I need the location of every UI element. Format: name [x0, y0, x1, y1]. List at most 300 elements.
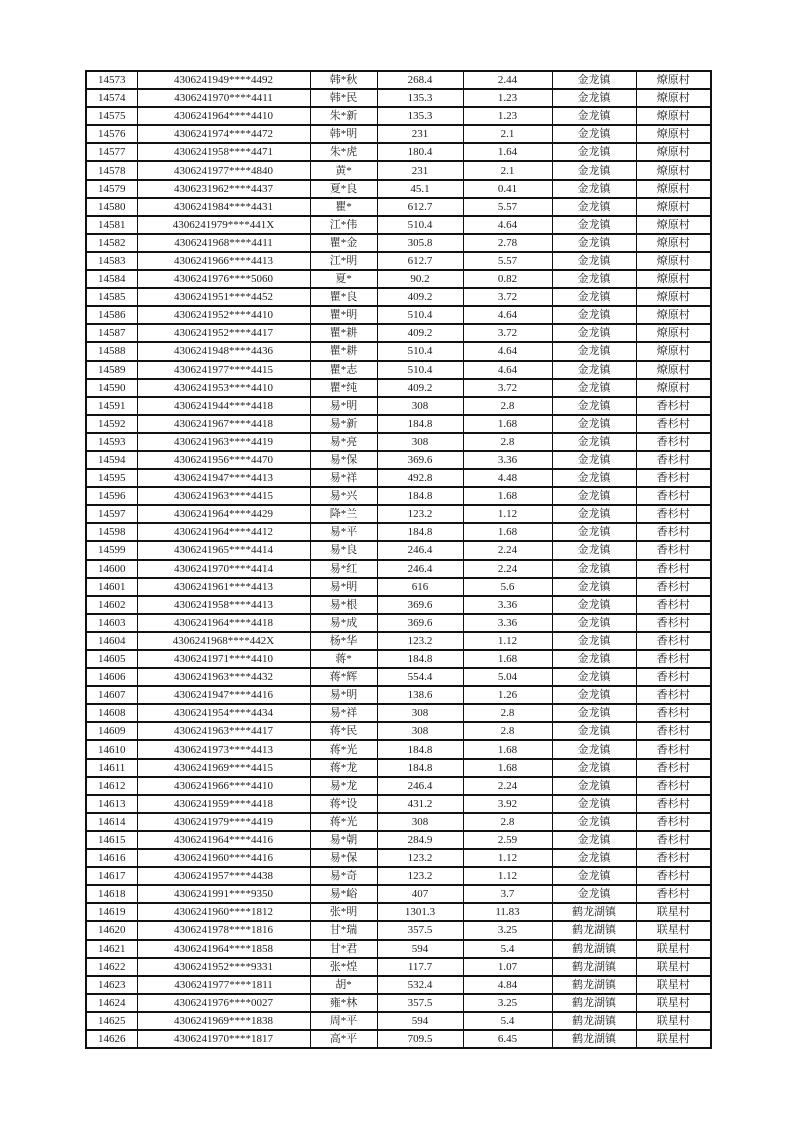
cell-village: 香杉村	[636, 867, 711, 885]
cell-serial-no: 14589	[86, 361, 137, 379]
cell-id-number: 4306241971****4410	[137, 650, 310, 668]
cell-name: 蒋*民	[310, 722, 377, 740]
cell-village: 香杉村	[636, 505, 711, 523]
cell-serial-no: 14581	[86, 216, 137, 234]
cell-id-number: 4306241977****4415	[137, 361, 310, 379]
cell-amount: 184.8	[377, 523, 463, 541]
table-row	[86, 361, 711, 379]
cell-serial-no: 14618	[86, 885, 137, 903]
cell-area: 1.64	[463, 143, 552, 161]
cell-serial-no: 14604	[86, 632, 137, 650]
cell-amount: 532.4	[377, 976, 463, 994]
table-row	[86, 867, 711, 885]
cell-area: 3.36	[463, 596, 552, 614]
cell-amount: 308	[377, 397, 463, 415]
cell-amount: 612.7	[377, 198, 463, 216]
cell-name: 瞿*耕	[310, 342, 377, 360]
cell-serial-no: 14587	[86, 324, 137, 342]
cell-amount: 135.3	[377, 107, 463, 125]
records-tbody	[86, 71, 711, 1048]
cell-town: 鹤龙湖镇	[552, 921, 636, 939]
table-row	[86, 342, 711, 360]
cell-serial-no: 14584	[86, 270, 137, 288]
cell-town: 金龙镇	[552, 397, 636, 415]
cell-id-number: 4306241963****4419	[137, 433, 310, 451]
cell-village: 香杉村	[636, 777, 711, 795]
cell-serial-no: 14596	[86, 487, 137, 505]
cell-serial-no: 14576	[86, 125, 137, 143]
cell-area: 2.8	[463, 722, 552, 740]
cell-amount: 510.4	[377, 342, 463, 360]
cell-name: 黄*	[310, 161, 377, 179]
cell-village: 燎原村	[636, 234, 711, 252]
cell-village: 燎原村	[636, 270, 711, 288]
cell-village: 燎原村	[636, 379, 711, 397]
cell-town: 金龙镇	[552, 415, 636, 433]
cell-area: 3.25	[463, 921, 552, 939]
cell-name: 蒋*	[310, 650, 377, 668]
cell-town: 金龙镇	[552, 288, 636, 306]
cell-area: 5.57	[463, 198, 552, 216]
cell-village: 香杉村	[636, 831, 711, 849]
cell-amount: 184.8	[377, 415, 463, 433]
cell-id-number: 4306241960****4416	[137, 849, 310, 867]
cell-id-number: 4306241970****4414	[137, 560, 310, 578]
cell-town: 金龙镇	[552, 125, 636, 143]
cell-name: 蒋*光	[310, 813, 377, 831]
cell-amount: 184.8	[377, 487, 463, 505]
cell-town: 金龙镇	[552, 704, 636, 722]
cell-name: 蒋*龙	[310, 759, 377, 777]
cell-serial-no: 14609	[86, 722, 137, 740]
cell-name: 易*兴	[310, 487, 377, 505]
cell-area: 2.59	[463, 831, 552, 849]
cell-village: 香杉村	[636, 469, 711, 487]
cell-area: 2.78	[463, 234, 552, 252]
table-row	[86, 541, 711, 559]
table-row	[86, 831, 711, 849]
table-row	[86, 397, 711, 415]
table-row	[86, 976, 711, 994]
cell-town: 金龙镇	[552, 451, 636, 469]
cell-area: 2.8	[463, 813, 552, 831]
cell-name: 易*根	[310, 596, 377, 614]
cell-area: 2.44	[463, 71, 552, 89]
cell-amount: 45.1	[377, 180, 463, 198]
cell-village: 香杉村	[636, 433, 711, 451]
cell-area: 2.8	[463, 433, 552, 451]
cell-name: 蒋*设	[310, 795, 377, 813]
cell-village: 香杉村	[636, 523, 711, 541]
cell-village: 燎原村	[636, 143, 711, 161]
records-table	[85, 70, 712, 1049]
cell-area: 3.36	[463, 614, 552, 632]
table-row	[86, 469, 711, 487]
cell-id-number: 4306241964****4429	[137, 505, 310, 523]
cell-town: 鹤龙湖镇	[552, 958, 636, 976]
cell-amount: 308	[377, 813, 463, 831]
cell-amount: 616	[377, 578, 463, 596]
cell-id-number: 4306241961****4413	[137, 578, 310, 596]
cell-serial-no: 14593	[86, 433, 137, 451]
cell-town: 金龙镇	[552, 469, 636, 487]
cell-town: 金龙镇	[552, 813, 636, 831]
cell-serial-no: 14613	[86, 795, 137, 813]
cell-id-number: 4306241959****4418	[137, 795, 310, 813]
cell-village: 香杉村	[636, 451, 711, 469]
cell-area: 1.68	[463, 523, 552, 541]
table-row	[86, 234, 711, 252]
cell-serial-no: 14619	[86, 903, 137, 921]
cell-village: 燎原村	[636, 342, 711, 360]
cell-town: 金龙镇	[552, 487, 636, 505]
cell-town: 金龙镇	[552, 614, 636, 632]
cell-amount: 184.8	[377, 650, 463, 668]
cell-amount: 284.9	[377, 831, 463, 849]
table-row	[86, 777, 711, 795]
cell-serial-no: 14611	[86, 759, 137, 777]
cell-village: 燎原村	[636, 216, 711, 234]
cell-id-number: 4306241947****4416	[137, 686, 310, 704]
cell-town: 金龙镇	[552, 722, 636, 740]
cell-id-number: 4306241964****4412	[137, 523, 310, 541]
cell-serial-no: 14585	[86, 288, 137, 306]
cell-area: 1.12	[463, 867, 552, 885]
cell-town: 金龙镇	[552, 885, 636, 903]
cell-village: 香杉村	[636, 397, 711, 415]
cell-town: 鹤龙湖镇	[552, 903, 636, 921]
cell-serial-no: 14617	[86, 867, 137, 885]
cell-name: 朱*虎	[310, 143, 377, 161]
cell-id-number: 4306241969****4415	[137, 759, 310, 777]
cell-town: 金龙镇	[552, 198, 636, 216]
cell-serial-no: 14577	[86, 143, 137, 161]
cell-village: 燎原村	[636, 324, 711, 342]
cell-id-number: 4306241970****4411	[137, 89, 310, 107]
cell-town: 金龙镇	[552, 523, 636, 541]
cell-name: 瞿*金	[310, 234, 377, 252]
cell-amount: 554.4	[377, 668, 463, 686]
cell-amount: 268.4	[377, 71, 463, 89]
cell-name: 张*明	[310, 903, 377, 921]
cell-amount: 231	[377, 125, 463, 143]
cell-name: 易*奇	[310, 867, 377, 885]
table-row	[86, 596, 711, 614]
cell-serial-no: 14591	[86, 397, 137, 415]
cell-town: 鹤龙湖镇	[552, 1012, 636, 1030]
cell-id-number: 4306241967****4418	[137, 415, 310, 433]
cell-id-number: 4306241991****9350	[137, 885, 310, 903]
cell-village: 香杉村	[636, 795, 711, 813]
cell-area: 5.04	[463, 668, 552, 686]
cell-serial-no: 14582	[86, 234, 137, 252]
cell-id-number: 4306241964****4410	[137, 107, 310, 125]
cell-name: 易*龙	[310, 777, 377, 795]
cell-id-number: 4306241965****4414	[137, 541, 310, 559]
cell-village: 燎原村	[636, 288, 711, 306]
cell-town: 金龙镇	[552, 867, 636, 885]
table-row	[86, 252, 711, 270]
cell-id-number: 4306241964****4418	[137, 614, 310, 632]
cell-serial-no: 14599	[86, 541, 137, 559]
table-row	[86, 270, 711, 288]
cell-town: 鹤龙湖镇	[552, 994, 636, 1012]
cell-village: 香杉村	[636, 849, 711, 867]
cell-town: 金龙镇	[552, 143, 636, 161]
cell-amount: 510.4	[377, 216, 463, 234]
table-row	[86, 324, 711, 342]
cell-area: 4.64	[463, 306, 552, 324]
cell-name: 高*平	[310, 1030, 377, 1048]
cell-serial-no: 14603	[86, 614, 137, 632]
cell-id-number: 4306241968****4411	[137, 234, 310, 252]
cell-area: 2.8	[463, 704, 552, 722]
cell-serial-no: 14594	[86, 451, 137, 469]
table-row	[86, 578, 711, 596]
cell-village: 香杉村	[636, 614, 711, 632]
cell-town: 金龙镇	[552, 686, 636, 704]
cell-serial-no: 14616	[86, 849, 137, 867]
cell-amount: 308	[377, 722, 463, 740]
table-row	[86, 722, 711, 740]
cell-area: 3.72	[463, 288, 552, 306]
cell-amount: 594	[377, 1012, 463, 1030]
cell-serial-no: 14610	[86, 740, 137, 758]
cell-amount: 246.4	[377, 777, 463, 795]
cell-name: 甘*君	[310, 940, 377, 958]
cell-name: 易*祥	[310, 469, 377, 487]
table-row	[86, 560, 711, 578]
cell-id-number: 4306241954****4434	[137, 704, 310, 722]
cell-amount: 117.7	[377, 958, 463, 976]
cell-serial-no: 14606	[86, 668, 137, 686]
cell-amount: 123.2	[377, 849, 463, 867]
cell-area: 1.07	[463, 958, 552, 976]
cell-village: 香杉村	[636, 632, 711, 650]
table-row	[86, 940, 711, 958]
table-row	[86, 143, 711, 161]
cell-id-number: 4306241977****4840	[137, 161, 310, 179]
cell-amount: 594	[377, 940, 463, 958]
cell-name: 甘*瑞	[310, 921, 377, 939]
cell-area: 0.41	[463, 180, 552, 198]
cell-serial-no: 14574	[86, 89, 137, 107]
table-row	[86, 885, 711, 903]
cell-town: 鹤龙湖镇	[552, 976, 636, 994]
cell-village: 香杉村	[636, 560, 711, 578]
cell-amount: 123.2	[377, 632, 463, 650]
cell-town: 金龙镇	[552, 216, 636, 234]
cell-amount: 180.4	[377, 143, 463, 161]
cell-name: 雍*林	[310, 994, 377, 1012]
cell-name: 易*良	[310, 541, 377, 559]
cell-area: 4.48	[463, 469, 552, 487]
cell-town: 金龙镇	[552, 578, 636, 596]
cell-town: 金龙镇	[552, 379, 636, 397]
cell-serial-no: 14592	[86, 415, 137, 433]
cell-village: 燎原村	[636, 180, 711, 198]
cell-name: 韩*明	[310, 125, 377, 143]
cell-village: 燎原村	[636, 89, 711, 107]
cell-amount: 612.7	[377, 252, 463, 270]
cell-town: 金龙镇	[552, 759, 636, 777]
cell-serial-no: 14615	[86, 831, 137, 849]
cell-area: 5.6	[463, 578, 552, 596]
cell-amount: 409.2	[377, 288, 463, 306]
cell-town: 金龙镇	[552, 324, 636, 342]
cell-name: 易*祥	[310, 704, 377, 722]
cell-name: 胡*	[310, 976, 377, 994]
cell-name: 易*朝	[310, 831, 377, 849]
cell-amount: 123.2	[377, 505, 463, 523]
cell-amount: 431.2	[377, 795, 463, 813]
cell-amount: 90.2	[377, 270, 463, 288]
cell-amount: 709.5	[377, 1030, 463, 1048]
cell-name: 瞿*耕	[310, 324, 377, 342]
cell-serial-no: 14580	[86, 198, 137, 216]
cell-town: 金龙镇	[552, 596, 636, 614]
cell-area: 11.83	[463, 903, 552, 921]
cell-amount: 308	[377, 433, 463, 451]
cell-area: 2.8	[463, 397, 552, 415]
cell-town: 鹤龙湖镇	[552, 1030, 636, 1048]
cell-area: 5.4	[463, 940, 552, 958]
cell-town: 金龙镇	[552, 361, 636, 379]
cell-village: 香杉村	[636, 686, 711, 704]
cell-village: 香杉村	[636, 487, 711, 505]
cell-amount: 123.2	[377, 867, 463, 885]
cell-name: 蒋*辉	[310, 668, 377, 686]
cell-serial-no: 14597	[86, 505, 137, 523]
cell-amount: 369.6	[377, 614, 463, 632]
cell-name: 易*保	[310, 849, 377, 867]
cell-amount: 305.8	[377, 234, 463, 252]
cell-id-number: 4306231962****4437	[137, 180, 310, 198]
cell-area: 4.64	[463, 342, 552, 360]
cell-village: 香杉村	[636, 415, 711, 433]
table-row	[86, 813, 711, 831]
cell-name: 江*伟	[310, 216, 377, 234]
cell-village: 联星村	[636, 1012, 711, 1030]
cell-village: 联星村	[636, 921, 711, 939]
cell-area: 4.64	[463, 216, 552, 234]
cell-town: 金龙镇	[552, 849, 636, 867]
cell-name: 韩*秋	[310, 71, 377, 89]
cell-id-number: 4306241979****4419	[137, 813, 310, 831]
cell-area: 6.45	[463, 1030, 552, 1048]
cell-id-number: 4306241977****1811	[137, 976, 310, 994]
cell-name: 江*明	[310, 252, 377, 270]
cell-serial-no: 14586	[86, 306, 137, 324]
cell-id-number: 4306241964****1858	[137, 940, 310, 958]
cell-serial-no: 14590	[86, 379, 137, 397]
cell-village: 香杉村	[636, 885, 711, 903]
cell-village: 联星村	[636, 903, 711, 921]
cell-area: 3.92	[463, 795, 552, 813]
cell-id-number: 4306241966****4413	[137, 252, 310, 270]
cell-area: 1.23	[463, 107, 552, 125]
table-row	[86, 89, 711, 107]
cell-id-number: 4306241973****4413	[137, 740, 310, 758]
cell-village: 香杉村	[636, 704, 711, 722]
cell-id-number: 4306241952****4417	[137, 324, 310, 342]
cell-area: 2.24	[463, 560, 552, 578]
cell-area: 1.68	[463, 415, 552, 433]
cell-serial-no: 14575	[86, 107, 137, 125]
cell-serial-no: 14614	[86, 813, 137, 831]
cell-id-number: 4306241958****4413	[137, 596, 310, 614]
table-row	[86, 704, 711, 722]
cell-serial-no: 14600	[86, 560, 137, 578]
cell-town: 金龙镇	[552, 180, 636, 198]
cell-area: 3.72	[463, 379, 552, 397]
table-row	[86, 487, 711, 505]
cell-serial-no: 14588	[86, 342, 137, 360]
cell-amount: 1301.3	[377, 903, 463, 921]
cell-serial-no: 14601	[86, 578, 137, 596]
cell-town: 金龙镇	[552, 795, 636, 813]
cell-town: 金龙镇	[552, 234, 636, 252]
cell-area: 2.1	[463, 125, 552, 143]
cell-village: 联星村	[636, 976, 711, 994]
cell-town: 金龙镇	[552, 306, 636, 324]
cell-area: 3.7	[463, 885, 552, 903]
cell-area: 5.4	[463, 1012, 552, 1030]
cell-village: 香杉村	[636, 740, 711, 758]
table-row	[86, 433, 711, 451]
cell-town: 鹤龙湖镇	[552, 940, 636, 958]
table-row	[86, 668, 711, 686]
cell-name: 降*兰	[310, 505, 377, 523]
cell-id-number: 4306241956****4470	[137, 451, 310, 469]
cell-name: 易*新	[310, 415, 377, 433]
cell-area: 2.24	[463, 777, 552, 795]
cell-village: 联星村	[636, 1030, 711, 1048]
cell-area: 1.12	[463, 632, 552, 650]
cell-name: 瞿*	[310, 198, 377, 216]
cell-id-number: 4306241964****4416	[137, 831, 310, 849]
cell-amount: 510.4	[377, 306, 463, 324]
cell-name: 杨*华	[310, 632, 377, 650]
cell-id-number: 4306241976****0027	[137, 994, 310, 1012]
cell-name: 瞿*纯	[310, 379, 377, 397]
cell-name: 易*峪	[310, 885, 377, 903]
cell-id-number: 4306241958****4471	[137, 143, 310, 161]
cell-id-number: 4306241976****5060	[137, 270, 310, 288]
table-row	[86, 632, 711, 650]
cell-id-number: 4306241963****4415	[137, 487, 310, 505]
cell-area: 1.68	[463, 487, 552, 505]
table-row	[86, 958, 711, 976]
cell-name: 韩*民	[310, 89, 377, 107]
table-row	[86, 216, 711, 234]
table-row	[86, 306, 711, 324]
cell-id-number: 4306241968****442X	[137, 632, 310, 650]
cell-area: 3.25	[463, 994, 552, 1012]
table-row	[86, 415, 711, 433]
cell-area: 3.36	[463, 451, 552, 469]
table-row	[86, 161, 711, 179]
cell-amount: 369.6	[377, 451, 463, 469]
cell-area: 0.82	[463, 270, 552, 288]
cell-serial-no: 14607	[86, 686, 137, 704]
cell-id-number: 4306241969****1838	[137, 1012, 310, 1030]
cell-name: 瞿*明	[310, 306, 377, 324]
table-row	[86, 180, 711, 198]
cell-name: 蒋*光	[310, 740, 377, 758]
cell-town: 金龙镇	[552, 89, 636, 107]
cell-serial-no: 14626	[86, 1030, 137, 1048]
